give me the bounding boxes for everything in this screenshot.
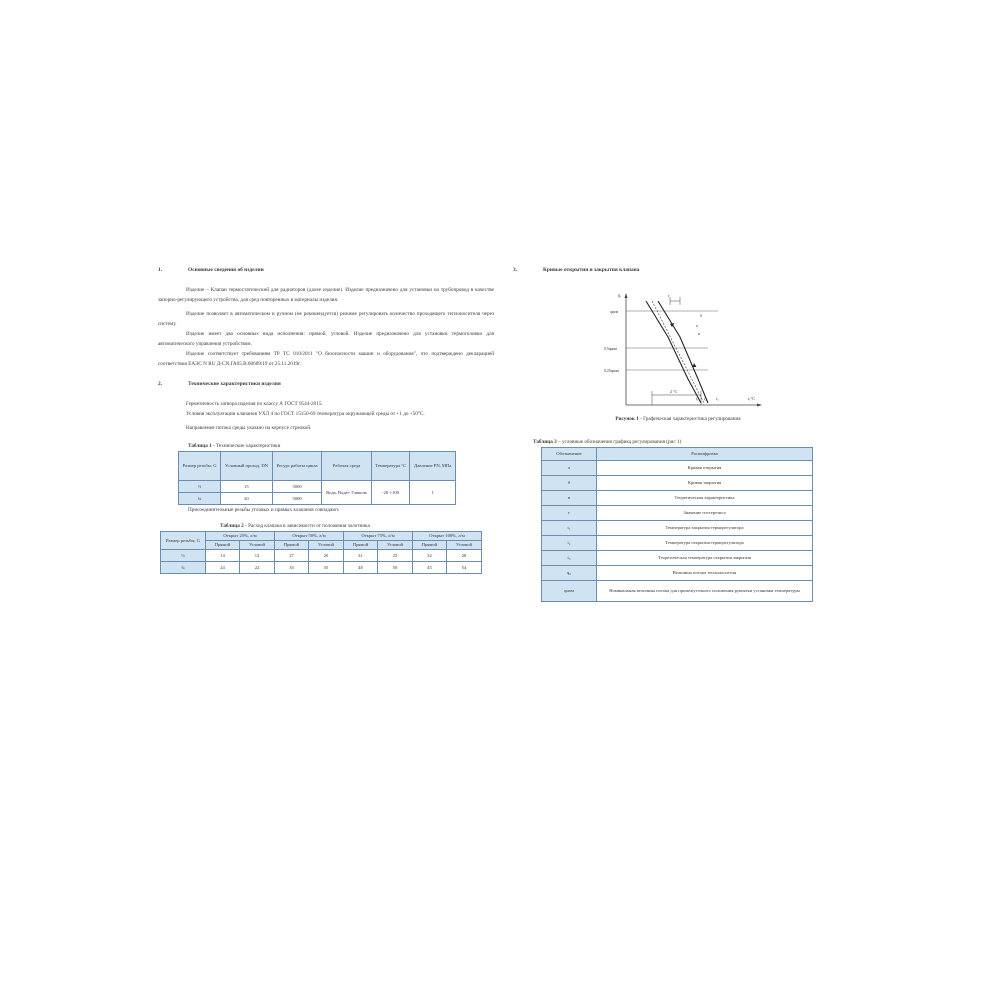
table-cell: 50 <box>377 562 412 574</box>
table-header-row <box>161 532 482 541</box>
section-title: Основные сведения об изделии <box>188 267 264 273</box>
table-cell-symbol: б <box>542 476 597 491</box>
x-axis-arrow <box>757 404 762 407</box>
table-cell: 27 <box>274 550 308 562</box>
curve-closing <box>646 301 701 403</box>
table-cell-symbol: а <box>542 461 597 476</box>
table-subheader-row <box>161 541 482 550</box>
table-row <box>542 461 813 476</box>
table-cell-desc: Величина потока теплоносителя <box>597 566 813 581</box>
table-cell: ½ <box>179 481 221 493</box>
table-cell-symbol: qном <box>542 581 597 602</box>
table-cell: 54 <box>446 562 481 574</box>
table-cell: 48 <box>343 562 377 574</box>
table-cell-desc: Номинальная величина потока для промежуточного положения рукоятки установки температуры <box>597 581 813 602</box>
table-cell: 5000 <box>272 493 322 505</box>
table-header: Открыт 100%, л/м <box>412 532 481 541</box>
table-cell: 14 <box>206 550 240 562</box>
paragraph: Герметичность затвора изделия по классу А ГОСТ 9544-2015. <box>186 401 323 407</box>
paragraph: Изделие имеет два основных вида исполнения: прямой, угловой. Изделие предназначено для установки термоголовки для автоматического управления устройством. <box>158 331 494 347</box>
table-2-caption: Таблица 2 - Расход клапана в зависимости от положения золотника <box>220 523 370 529</box>
curve-label: б <box>700 313 703 318</box>
curve-label: a <box>696 323 698 328</box>
table-cell: 15 <box>221 481 273 493</box>
table-row <box>179 481 456 493</box>
table-1-caption: Таблица 1 - Технические характеристики <box>188 443 281 449</box>
table-row <box>161 562 482 574</box>
curve-direction-arrow <box>693 363 697 367</box>
table-3 <box>541 447 813 602</box>
table-header: Рабочая среда <box>322 452 371 481</box>
x-axis-label: t,°C <box>748 396 756 401</box>
x-label-t1: t₁ <box>696 396 699 401</box>
table-header: Расшифровка <box>597 448 813 461</box>
table-cell: 5000 <box>272 481 322 493</box>
table-subheader: Прямой <box>274 541 308 550</box>
table-subheader: Прямой <box>206 541 240 550</box>
table-cell: 22 <box>240 562 275 574</box>
table-cell: 32 <box>412 550 446 562</box>
table-row <box>542 521 813 536</box>
table-header: Открыт 25%, л/м <box>206 532 275 541</box>
table-row <box>542 566 813 581</box>
paragraph: Направление потока среды указано на корпусе стрелкой. <box>186 425 312 431</box>
table-subheader: Угловой <box>377 541 412 550</box>
table-subheader: Прямой <box>412 541 446 550</box>
table-cell-desc: Теоретическая температура открытия закрытия <box>597 551 813 566</box>
table-cell-desc: Кривая закрытия <box>597 476 813 491</box>
table-cell-symbol: t₂ <box>542 536 597 551</box>
table-cell-desc: Значение гистерезиса <box>597 506 813 521</box>
table-1-note: Присоединительные резьбы угловых и прямых клапанов совпадают. <box>188 507 340 513</box>
table-cell-symbol: t₃ <box>542 551 597 566</box>
table-subheader: Угловой <box>308 541 343 550</box>
table-cell-desc: Температура открытия терморегулятора <box>597 536 813 551</box>
table-row <box>542 536 813 551</box>
table-cell: ¾ <box>161 562 206 574</box>
table-header: Открыт 50%, л/м <box>274 532 343 541</box>
section-number: 1. <box>158 267 163 273</box>
y-label-qnom: qном <box>610 310 619 314</box>
section-1-heading <box>158 265 494 277</box>
section-number: 3. <box>513 267 518 273</box>
table-cell: 28 <box>446 550 481 562</box>
table-header: Условный проход, DN <box>221 452 273 481</box>
y-axis-label: q <box>618 294 621 299</box>
hysteresis-label: 2 °C <box>670 389 678 394</box>
table-row <box>542 476 813 491</box>
table-subheader: Угловой <box>240 541 275 550</box>
table-row <box>542 491 813 506</box>
table-header: Давление PN, МПа <box>410 452 456 481</box>
table-cell-desc: Кривая открытия <box>597 461 813 476</box>
table-cell-medium: Вода, Вода+ Гликоль <box>322 481 371 505</box>
table-cell-pressure: 1 <box>410 481 456 505</box>
table-cell-symbol: q₀ <box>542 566 597 581</box>
table-cell: ¾ <box>179 493 221 505</box>
table-header-row <box>179 452 456 481</box>
curve-label: в <box>698 331 700 336</box>
table-cell-symbol: t₁ <box>542 521 597 536</box>
table-header: Размер резьбы, G <box>179 452 221 481</box>
table-2 <box>160 531 482 574</box>
paragraph: Изделие соответствует требованиям ТР ТС 010/2011 "О безопасности машин и оборудования", что подтверждено декларацией соответствия ЕАЭС N RU Д-CN.ГА05.В.00609/19 от 25.11.2019г. <box>158 351 494 367</box>
table-cell: 35 <box>308 562 343 574</box>
y-label-quarter: 0,25qном <box>604 369 619 373</box>
table-cell: 25 <box>377 550 412 562</box>
table-row <box>161 550 482 562</box>
table-3-caption: Таблица 3 – условные обозначения графика регулирования (рис 1) <box>533 439 682 446</box>
table-row <box>542 581 813 602</box>
y-label-half: 0,5qном <box>604 347 617 351</box>
curve-theoretical <box>652 301 704 403</box>
table-row <box>542 551 813 566</box>
section-3-heading <box>513 265 843 277</box>
table-cell: 12 <box>240 550 275 562</box>
section-title: Кривые открытия и закрытия клапана <box>543 267 640 273</box>
curve-label: г <box>668 293 670 298</box>
table-header: Обозначение <box>542 448 597 461</box>
x-label-t2: t₂ <box>704 396 707 401</box>
table-row <box>542 506 813 521</box>
table-cell: 45 <box>412 562 446 574</box>
table-cell-symbol: в <box>542 491 597 506</box>
table-cell-desc: Температура закрытия терморегулятора <box>597 521 813 536</box>
y-axis-arrow <box>625 293 628 298</box>
right-page <box>513 265 843 602</box>
table-subheader: Прямой <box>343 541 377 550</box>
table-header: Размер резьбы, G <box>161 532 206 550</box>
table-subheader: Угловой <box>446 541 481 550</box>
paragraph: Изделие – Клапан термостатический для радиаторов (далее изделие). Изделие предназначено для установки на трубопровод в качестве запорно-регулирующего устройства, для сред повторенных в материалы изделия. <box>158 287 494 303</box>
section-number: 2. <box>158 381 163 387</box>
table-cell-temperature: -20 +100 <box>371 481 410 505</box>
table-header: Температура °С <box>371 452 410 481</box>
table-cell: 24 <box>206 562 240 574</box>
regulation-graph <box>604 287 768 412</box>
regulation-figure <box>513 287 843 412</box>
left-page <box>158 265 494 574</box>
section-2-heading <box>158 379 494 391</box>
paragraph: Изделие позволяет в автоматическом и ручном (не рекомендуется) режиме регулировать количество проходящего теплоносителя через систему. <box>158 311 494 327</box>
table-cell: ½ <box>161 550 206 562</box>
table-cell: 31 <box>343 550 377 562</box>
table-cell: 20 <box>221 493 273 505</box>
table-header: Ресурс работы цикла <box>272 452 322 481</box>
paragraph: Условия эксплуатации клапанов УХЛ 4 по ГОСТ 15150-69 температура окружающей среды от +1 до +50°С. <box>186 411 425 417</box>
table-cell-desc: Теоретическая характеристика <box>597 491 813 506</box>
table-header: Открыт 75%, л/м <box>343 532 412 541</box>
section-title: Технические характеристики изделия <box>188 381 281 387</box>
table-header-row <box>542 448 813 461</box>
figure-1-caption: Рисунок 1 - Графическая характеристика регулирования <box>615 416 741 422</box>
table-cell: 20 <box>308 550 343 562</box>
table-1 <box>178 451 456 505</box>
x-label-t3: t₃ <box>716 396 719 401</box>
table-cell-symbol: г <box>542 506 597 521</box>
table-cell: 35 <box>274 562 308 574</box>
